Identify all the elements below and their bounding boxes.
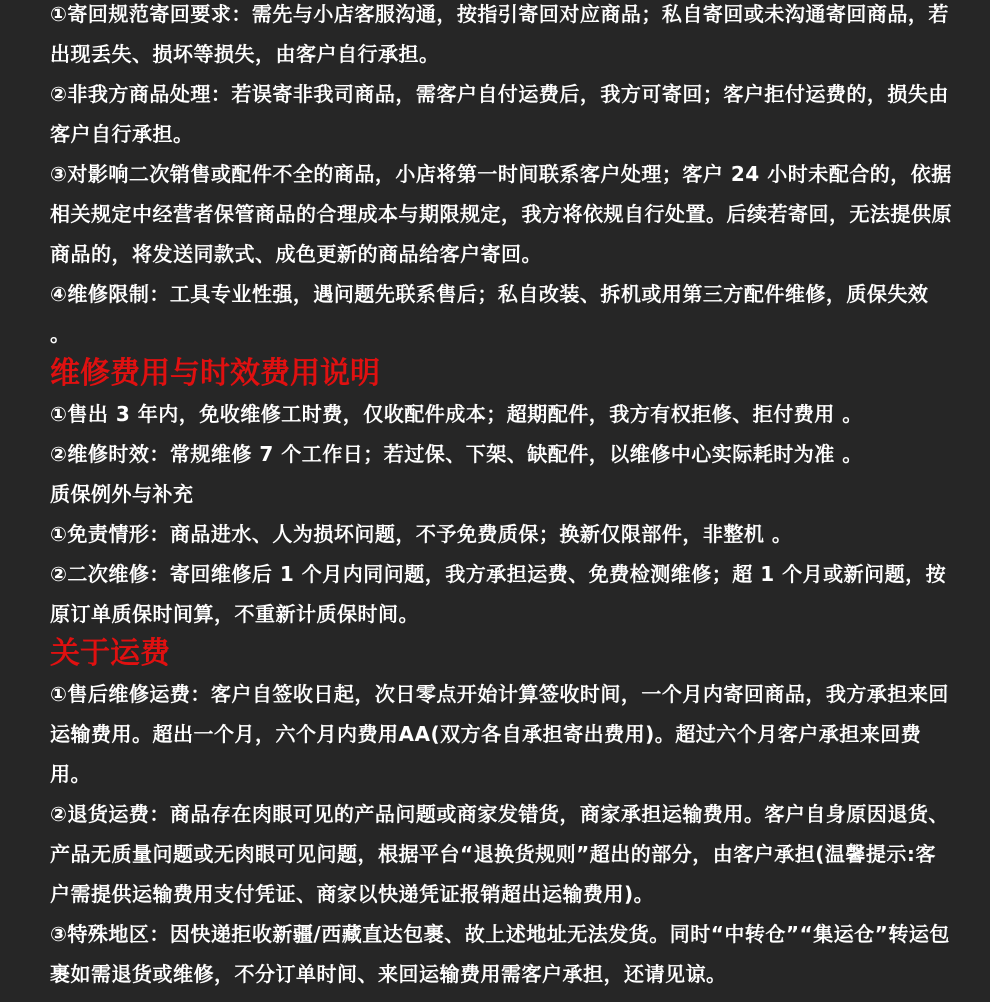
shipping-rule-3: ③特殊地区：因快递拒收新疆/西藏直达包裹、故上述地址无法发货。同时“中转仓”“集运仓”转运包裹如需退货或维修，不分订单时间、来回运输费用需客户承担，还请见谅。: [50, 922, 950, 986]
return-rule-2: ②非我方商品处理：若误寄非我司商品，需客户自付运费后，我方可寄回；客户拒付运费的，损失由客户自行承担。: [50, 82, 949, 146]
warranty-rule-1: ①免责情形：商品进水、人为损坏问题，不予免费质保；换新仅限部件，非整机 。: [50, 522, 793, 546]
repair-rule-1: ①售出 3 年内，免收维修工时费，仅收配件成本；超期配件，我方有权拒修、拒付费用 。: [50, 402, 863, 426]
shipping-fee-heading: 关于运费: [50, 636, 170, 671]
shipping-rule-2: ②退货运费：商品存在肉眼可见的产品问题或商家发错货，商家承担运输费用。客户自身原因退货、产品无质量问题或无肉眼可见问题，根据平台“退换货规则”超出的部分，由客户承担(温馨提示:客户需提供运输费用支付凭证、商家以快递凭证报销超出运输费用)。: [50, 802, 949, 906]
repair-rule-2: ②维修时效：常规维修 7 个工作日；若过保、下架、缺配件，以维修中心实际耗时为准 。: [50, 442, 863, 466]
warranty-exceptions-subheading: 质保例外与补充: [50, 482, 194, 506]
return-rule-3: ③对影响二次销售或配件不全的商品，小店将第一时间联系客户处理；客户 24 小时未配合的，依据相关规定中经营者保管商品的合理成本与期限规定，我方将依规自行处置。后续若寄回，无法提供原商品的，将发送同款式、成色更新的商品给客户寄回。: [50, 162, 952, 266]
repair-fee-heading: 维修费用与时效费用说明: [50, 356, 380, 391]
return-rule-4: ④维修限制：工具专业性强，遇问题先联系售后；私自改装、拆机或用第三方配件维修，质保失效 。: [50, 282, 929, 346]
shipping-fee-section: [50, 634, 990, 994]
return-rule-1: ①寄回规范寄回要求：需先与小店客服沟通，按指引寄回对应商品；私自寄回或未沟通寄回商品，若出现丢失、损坏等损失，由客户自行承担。: [50, 2, 949, 66]
shipping-rule-1: ①售后维修运费：客户自签收日起，次日零点开始计算签收时间，一个月内寄回商品，我方承担来回运输费用。超出一个月，六个月内费用AA(双方各自承担寄出费用)。超过六个月客户承担来回费用。: [50, 682, 949, 786]
return-policy-section: [50, 0, 990, 354]
repair-fee-section: [50, 354, 990, 634]
warranty-rule-2: ②二次维修：寄回维修后 1 个月内同问题，我方承担运费、免费检测维修；超 1 个月或新问题，按原订单质保时间算，不重新计质保时间。: [50, 562, 947, 626]
